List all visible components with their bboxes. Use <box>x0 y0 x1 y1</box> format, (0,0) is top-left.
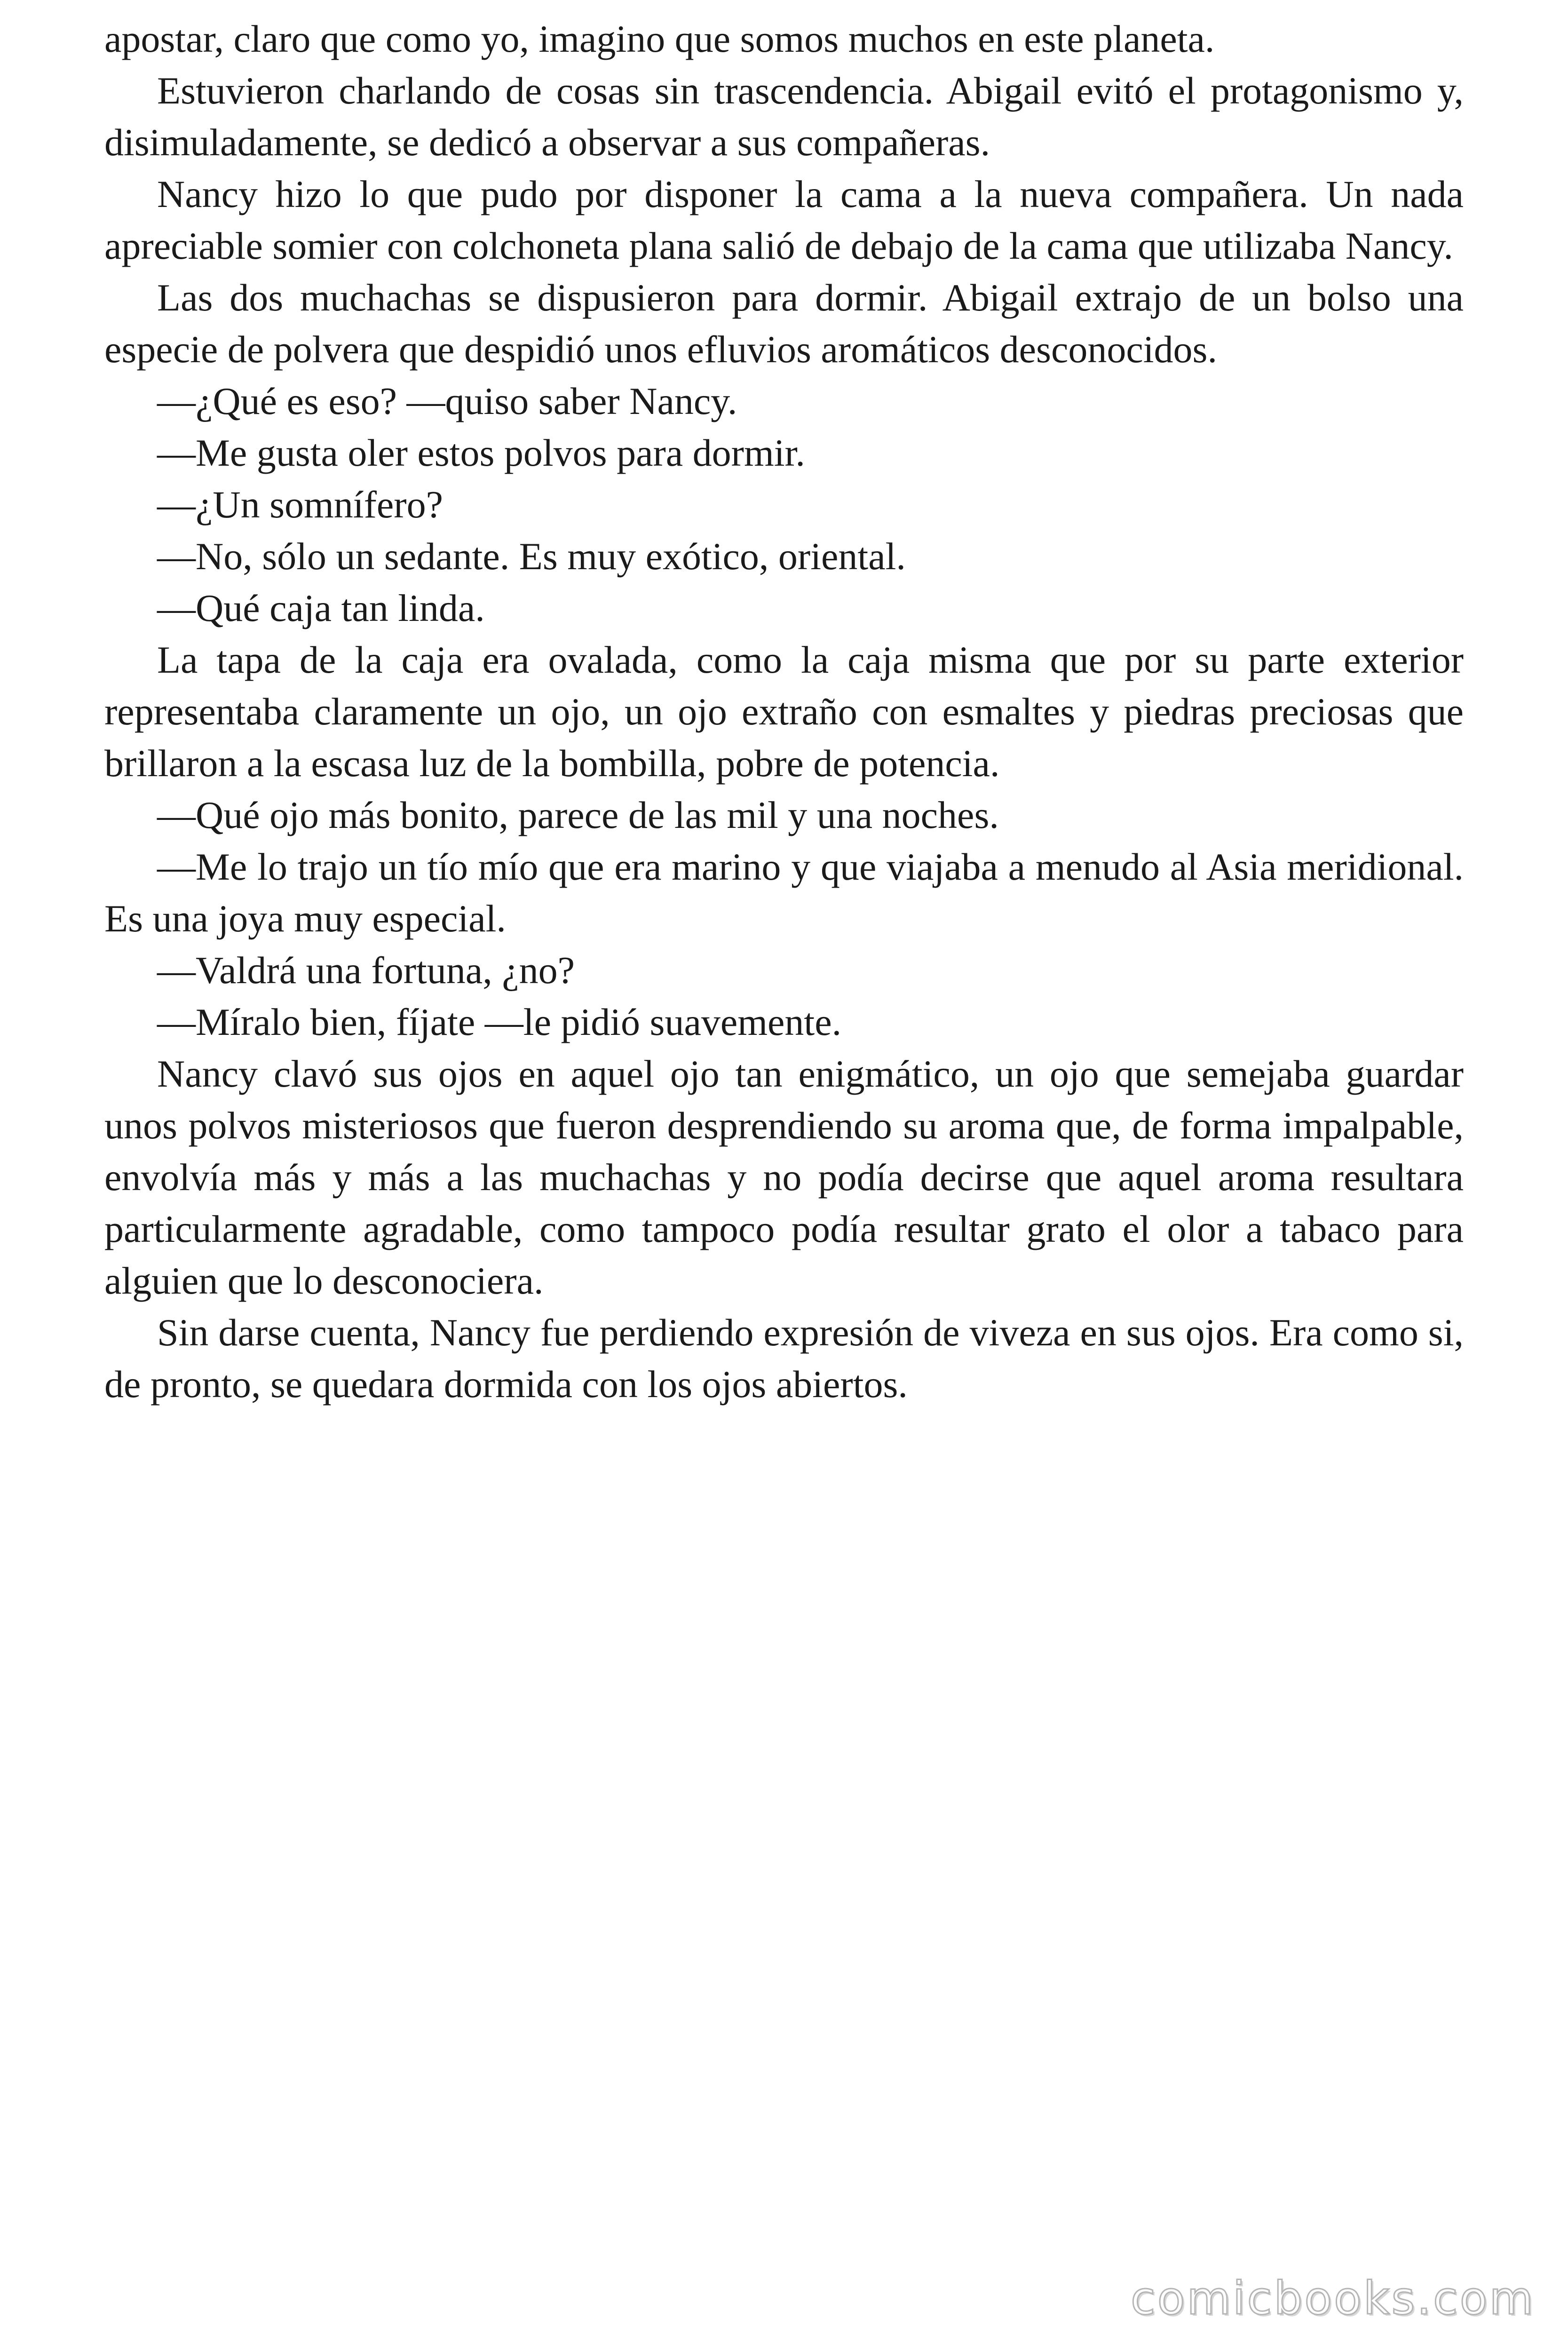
paragraph: La tapa de la caja era ovalada, como la caja misma que por su parte exterior representaba claramente un ojo, un ojo extraño con esmaltes y piedras preciosas que brillaron a la escasa luz de la bombilla, pobre de potencia. <box>104 638 1464 785</box>
site-watermark: comicbooks.com <box>1130 2272 1535 2325</box>
paragraph-continuation: apostar, claro que como yo, imagino que somos muchos en este planeta. <box>104 17 1215 60</box>
dialogue-line: —¿Qué es eso? —quiso saber Nancy. <box>157 380 737 422</box>
dialogue-line: —Me lo trajo un tío mío que era marino y que viajaba a menudo al Asia meridional. Es una joya muy especial. <box>104 845 1464 940</box>
dialogue-line: —Me gusta oler estos polvos para dormir. <box>157 431 805 474</box>
dialogue-line: —Míralo bien, fíjate —le pidió suavemente. <box>157 1001 842 1043</box>
paragraph: Nancy hizo lo que pudo por disponer la cama a la nueva compañera. Un nada apreciable somier con colchoneta plana salió de debajo de la cama que utilizaba Nancy. <box>104 173 1464 267</box>
dialogue-line: —¿Un somnífero? <box>157 483 443 526</box>
dialogue-line: —Qué caja tan linda. <box>157 587 485 629</box>
paragraph: Sin darse cuenta, Nancy fue perdiendo expresión de viveza en sus ojos. Era como si, de pronto, se quedara dormida con los ojos abiertos. <box>104 1311 1464 1406</box>
paragraph: Estuvieron charlando de cosas sin trascendencia. Abigail evitó el protagonismo y, disimuladamente, se dedicó a observar a sus compañeras. <box>104 69 1464 164</box>
body-text <box>104 13 1464 1410</box>
paragraph: Las dos muchachas se dispusieron para dormir. Abigail extrajo de un bolso una especie de polvera que despidió unos efluvios aromáticos desconocidos. <box>104 276 1464 371</box>
dialogue-line: —Valdrá una fortuna, ¿no? <box>157 949 575 992</box>
dialogue-line: —Qué ojo más bonito, parece de las mil y una noches. <box>157 794 999 836</box>
dialogue-line: —No, sólo un sedante. Es muy exótico, oriental. <box>157 535 906 578</box>
paragraph: Nancy clavó sus ojos en aquel ojo tan enigmático, un ojo que semejaba guardar unos polvos misteriosos que fueron desprendiendo su aroma que, de forma impalpable, envolvía más y más a las muchachas y no podía decirse que aquel aroma resultara particularmente agradable, como tampoco podía resultar grato el olor a tabaco para alguien que lo desconociera. <box>104 1052 1464 1302</box>
